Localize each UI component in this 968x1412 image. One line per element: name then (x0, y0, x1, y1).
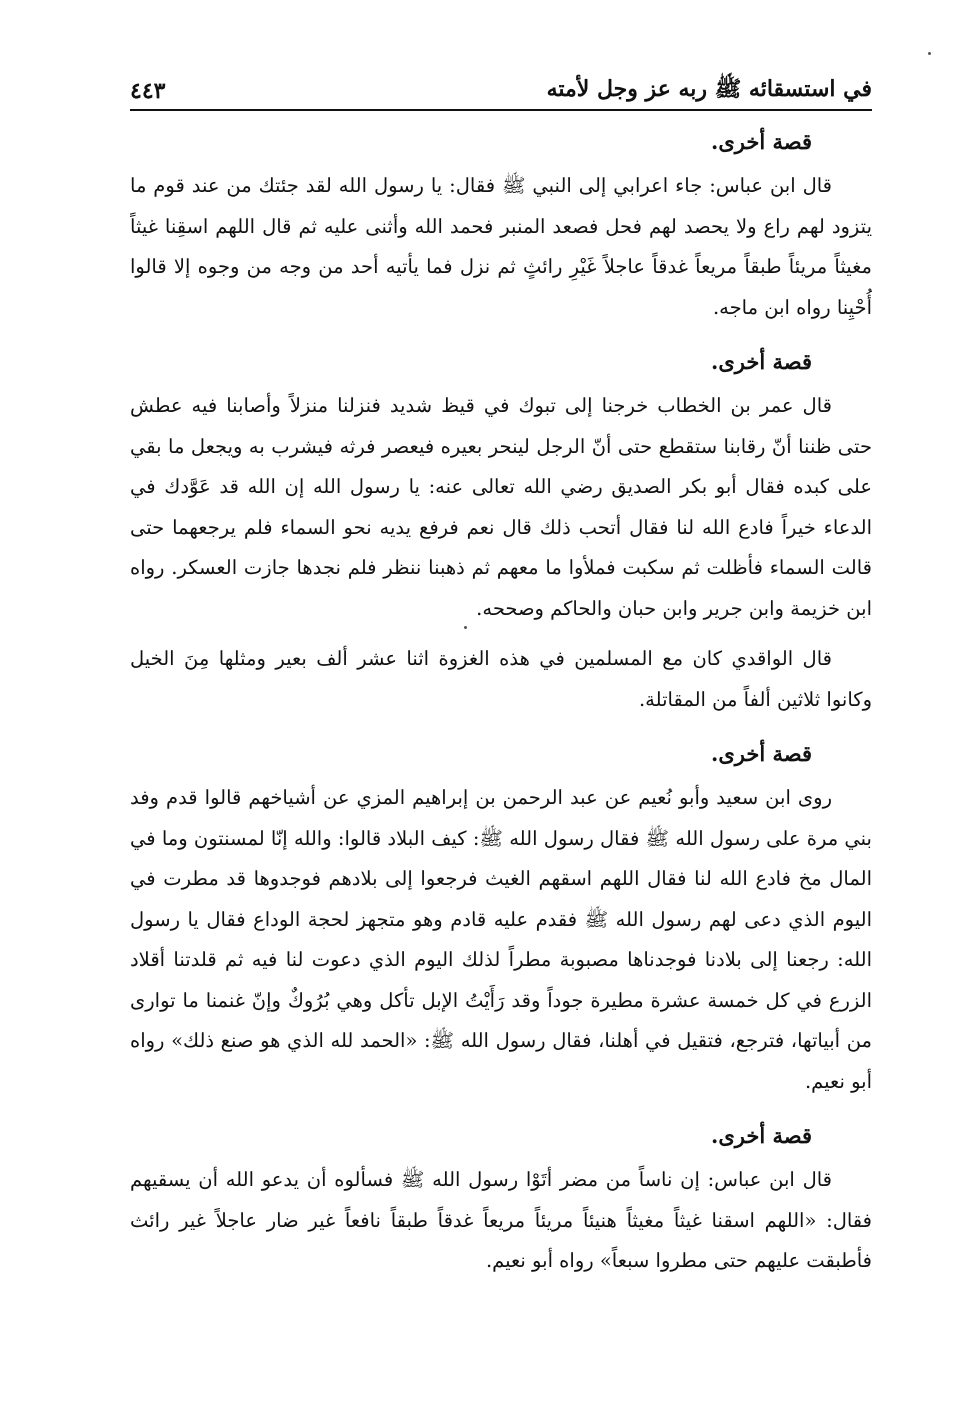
story-section-3 (130, 730, 872, 1102)
scan-speck (928, 52, 931, 55)
story-section-4 (130, 1112, 872, 1282)
paragraph: قال ابن عباس: إن ناساً من مضر أتَوْا رسول الله ﷺ فسألوه أن يدعو الله أن يسقيهم فقال: «اللهم اسقنا غيثاً مغيثاً هنيئاً مريئاً مريعاً غدقاً طبقاً نافعاً غير ضار عاجلاً غير رائث فأطبقت عليهم حتى مطروا سبعاً» رواه أبو نعيم. (130, 1168, 872, 1272)
paragraph: روى ابن سعيد وأبو نُعيم عن عبد الرحمن بن إبراهيم المزي عن أشياخهم قالوا قدم وفد بني مرة على رسول الله ﷺ فقال رسول الله ﷺ: كيف البلاد قالوا: والله إنّا لمسنتون وما في المال مخ فادع الله لنا فقال اللهم اسقهم الغيث فرجعوا إلى بلادهم فوجدوها قد مطرت في اليوم الذي دعى لهم رسول الله ﷺ فقدم عليه قادم وهو متجهز لحجة الوداع فقال يا رسول الله: رجعنا إلى بلادنا فوجدناها مصبوبة مطراً لذلك اليوم الذي دعوت لنا فيه ثم قلدتنا أقلاد الزرع في كل خمسة عشرة مطيرة جوداً وقد رَأَيْتُ الإبل تأكل وهي بُرُوكٌ وإنّ غنمنا ما توارى من أبياتها، فترجع، فتقيل في أهلنا، فقال رسول الله ﷺ: «الحمد لله الذي هو صنع ذلك» رواه أبو نعيم. (130, 786, 872, 1093)
section-heading: قصة أخرى. (711, 1123, 812, 1148)
section-heading: قصة أخرى. (711, 741, 812, 766)
story-section-1 (130, 118, 872, 328)
page-header (130, 72, 872, 110)
paragraph: قال ابن عباس: جاء اعرابي إلى النبي ﷺ فقال: يا رسول الله لقد جئتك من عند قوم ما يتزود لهم راع ولا يحصد لهم فحل فصعد المنبر فحمد الله وأثنى عليه ثم قال اللهم اسقِنا غيثاً مغيثاً مريئاً طبقاً مريعاً غدقاً عاجلاً غَيْرِ رائثٍ ثم نزل فما يأتيه أحد من وجه من وجوه إلا قالوا أُحْيِنا رواه ابن ماجه. (130, 174, 872, 319)
running-title: في استسقائه ﷺ ربه عز وجل لأمته (546, 76, 872, 102)
section-heading: قصة أخرى. (711, 349, 812, 374)
header-divider (130, 109, 872, 111)
story-section-2 (130, 338, 872, 720)
page-number: ٤٤٣ (130, 78, 166, 104)
section-heading: قصة أخرى. (711, 129, 812, 154)
paragraph: قال الواقدي كان مع المسلمين في هذه الغزوة اثنا عشر ألف بعير ومثلها مِنَ الخيل وكانوا ثلاثين ألفاً من المقاتلة. (130, 647, 872, 711)
page-body (130, 118, 872, 1290)
scan-speck (464, 626, 467, 629)
paragraph: قال عمر بن الخطاب خرجنا إلى تبوك في قيظ شديد فنزلنا منزلاً وأصابنا فيه عطش حتى ظننا أنّ رقابنا ستقطع حتى أنّ الرجل لينحر بعيره فيعصر فرثه فيشرب به ويجعل ما بقي على كبده فقال أبو بكر الصديق رضي الله تعالى عنه: يا رسول الله إن الله قد عَوَّدك في الدعاء خيراً فادع الله لنا فقال أتحب ذلك قال نعم فرفع يديه نحو السماء فلم يرجعهما حتى قالت السماء فأظلت ثم سكبت فملأوا ما معهم ثم ذهبنا ننظر فلم نجدها جازت العسكر. رواه ابن خزيمة وابن جرير وابن حبان والحاكم وصححه. (130, 394, 872, 620)
